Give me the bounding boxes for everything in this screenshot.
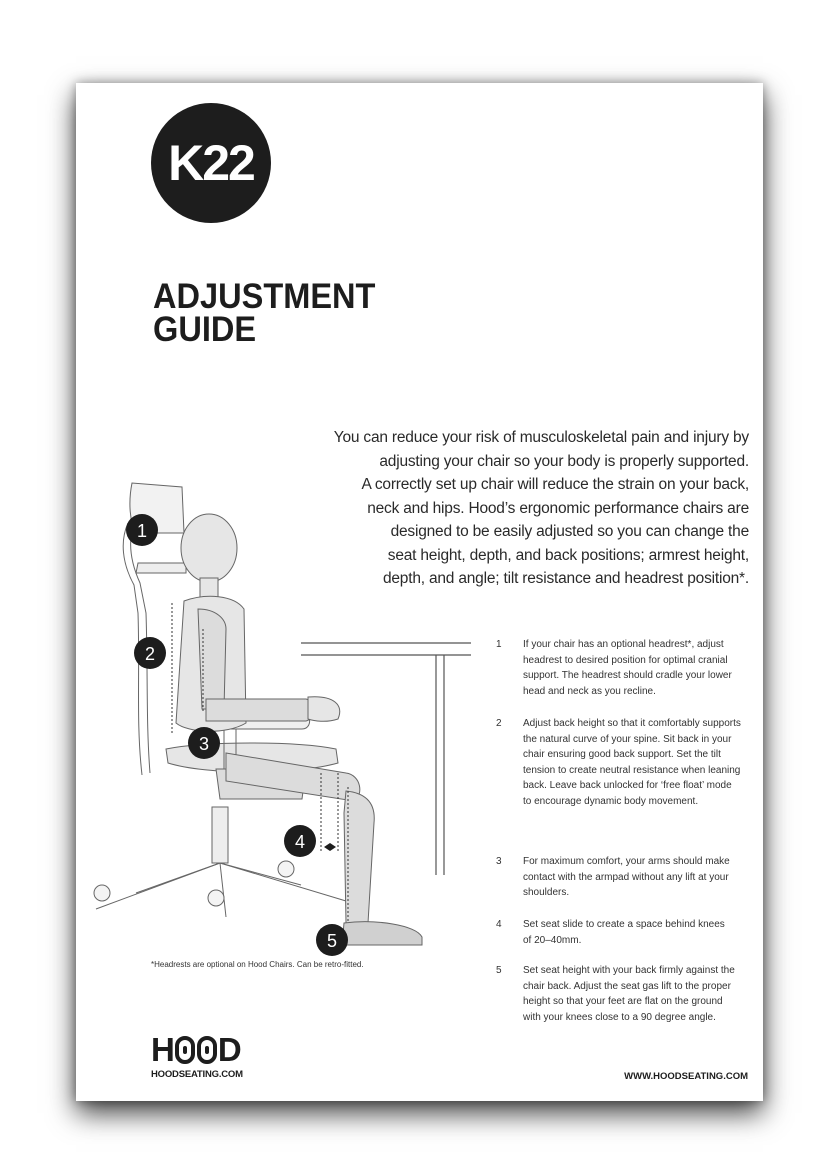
step-text: [523, 854, 745, 901]
intro-line: seat height, depth, and back positions; armrest height,: [387, 546, 749, 564]
step-marker-2: [134, 637, 166, 669]
step-text: [523, 963, 745, 1025]
hood-wordmark: [151, 1033, 243, 1066]
step-line: Adjust back height so that it comfortably supports: [523, 718, 741, 729]
marker-label: 5: [326, 931, 338, 951]
step-line: shoulders.: [523, 887, 570, 899]
guide-sheet: [76, 83, 763, 1101]
step-line: If your chair has an optional headrest*, adjust: [523, 639, 724, 650]
intro-line: depth, and angle; tilt resistance and headrest position*.: [382, 570, 749, 587]
step-line: contact with the armpad without any lift at your: [523, 871, 729, 883]
step-line: with your knees close to a 90 degree angle.: [523, 1011, 716, 1023]
title-line-1: ADJUSTMENT: [153, 277, 376, 316]
step-text: [523, 716, 745, 810]
step-number: 3: [496, 856, 502, 867]
logo-letter-d: D: [217, 1031, 241, 1068]
step-number: 1: [496, 639, 502, 650]
step-marker-3: [188, 727, 220, 759]
step-line: headrest to desired position for optimal cranial: [523, 654, 728, 666]
step-line: chair back. Adjust the seat gas lift to the proper: [523, 980, 731, 992]
step-item-2: [496, 716, 746, 810]
step-line: back. Leave back unlocked for ‘free float’ mode: [523, 780, 732, 792]
step-number: 4: [496, 919, 502, 930]
page-title: [153, 277, 432, 349]
intro-line: A correctly set up chair will reduce the strain on your back,: [361, 476, 749, 493]
marker-label: 2: [144, 644, 156, 664]
intro-line: neck and hips. Hood’s ergonomic performance chairs are: [367, 499, 749, 517]
marker-label: 1: [136, 521, 148, 541]
title-line-2: GUIDE: [153, 310, 257, 349]
intro-line: You can reduce your risk of musculoskeletal pain and injury by: [333, 429, 749, 446]
step-item-5: [496, 963, 746, 1025]
gap-arrows: [324, 843, 336, 851]
marker-label: 4: [294, 832, 306, 852]
step-text: [523, 637, 745, 699]
step-item-3: [496, 854, 746, 901]
step-line: to encourage dynamic body movement.: [523, 795, 699, 807]
step-item-4: [496, 917, 746, 948]
chair-o-icon: [175, 1036, 195, 1064]
chair-o-icon: [197, 1036, 217, 1064]
step-marker-5: [316, 924, 348, 956]
marker-label: 3: [198, 734, 210, 754]
step-marker-4: [284, 825, 316, 857]
step-line: support. The headrest should cradle your lower: [523, 670, 732, 682]
step-line: the natural curve of your spine. Sit back in your: [523, 733, 732, 745]
step-marker-1: [126, 514, 158, 546]
step-line: tension to create neutral resistance when leaning: [523, 764, 741, 776]
step-line: Set seat height with your back firmly against the: [523, 965, 735, 976]
step-line: height so that your feet are flat on the ground: [523, 996, 723, 1008]
step-number: 2: [496, 718, 502, 729]
step-line: of 20–40mm.: [523, 934, 582, 946]
model-badge: [151, 103, 271, 223]
step-line: head and neck as you recline.: [523, 685, 656, 697]
step-line: chair ensuring good back support. Set the tilt: [523, 749, 721, 761]
hood-logo: [151, 1033, 243, 1080]
step-item-1: [496, 637, 746, 699]
logo-letter-h: H: [151, 1031, 174, 1068]
model-badge-text: K22: [168, 135, 254, 191]
intro-line: adjusting your chair so your body is properly supported.: [379, 452, 749, 470]
chair-illustration: [76, 423, 496, 951]
step-line: Set seat slide to create a space behind knees: [523, 919, 725, 930]
website-link[interactable]: WWW.HOODSEATING.COM: [624, 1071, 748, 1082]
logo-site-text: HOODSEATING.COM: [151, 1069, 243, 1080]
intro-line: designed to be easily adjusted so you can change the: [390, 523, 749, 540]
step-text: [523, 917, 745, 948]
step-number: 5: [496, 965, 502, 976]
step-line: For maximum comfort, your arms should make: [523, 856, 730, 867]
headrest-footnote: *Headrests are optional on Hood Chairs. Can be retro-fitted.: [151, 960, 364, 969]
